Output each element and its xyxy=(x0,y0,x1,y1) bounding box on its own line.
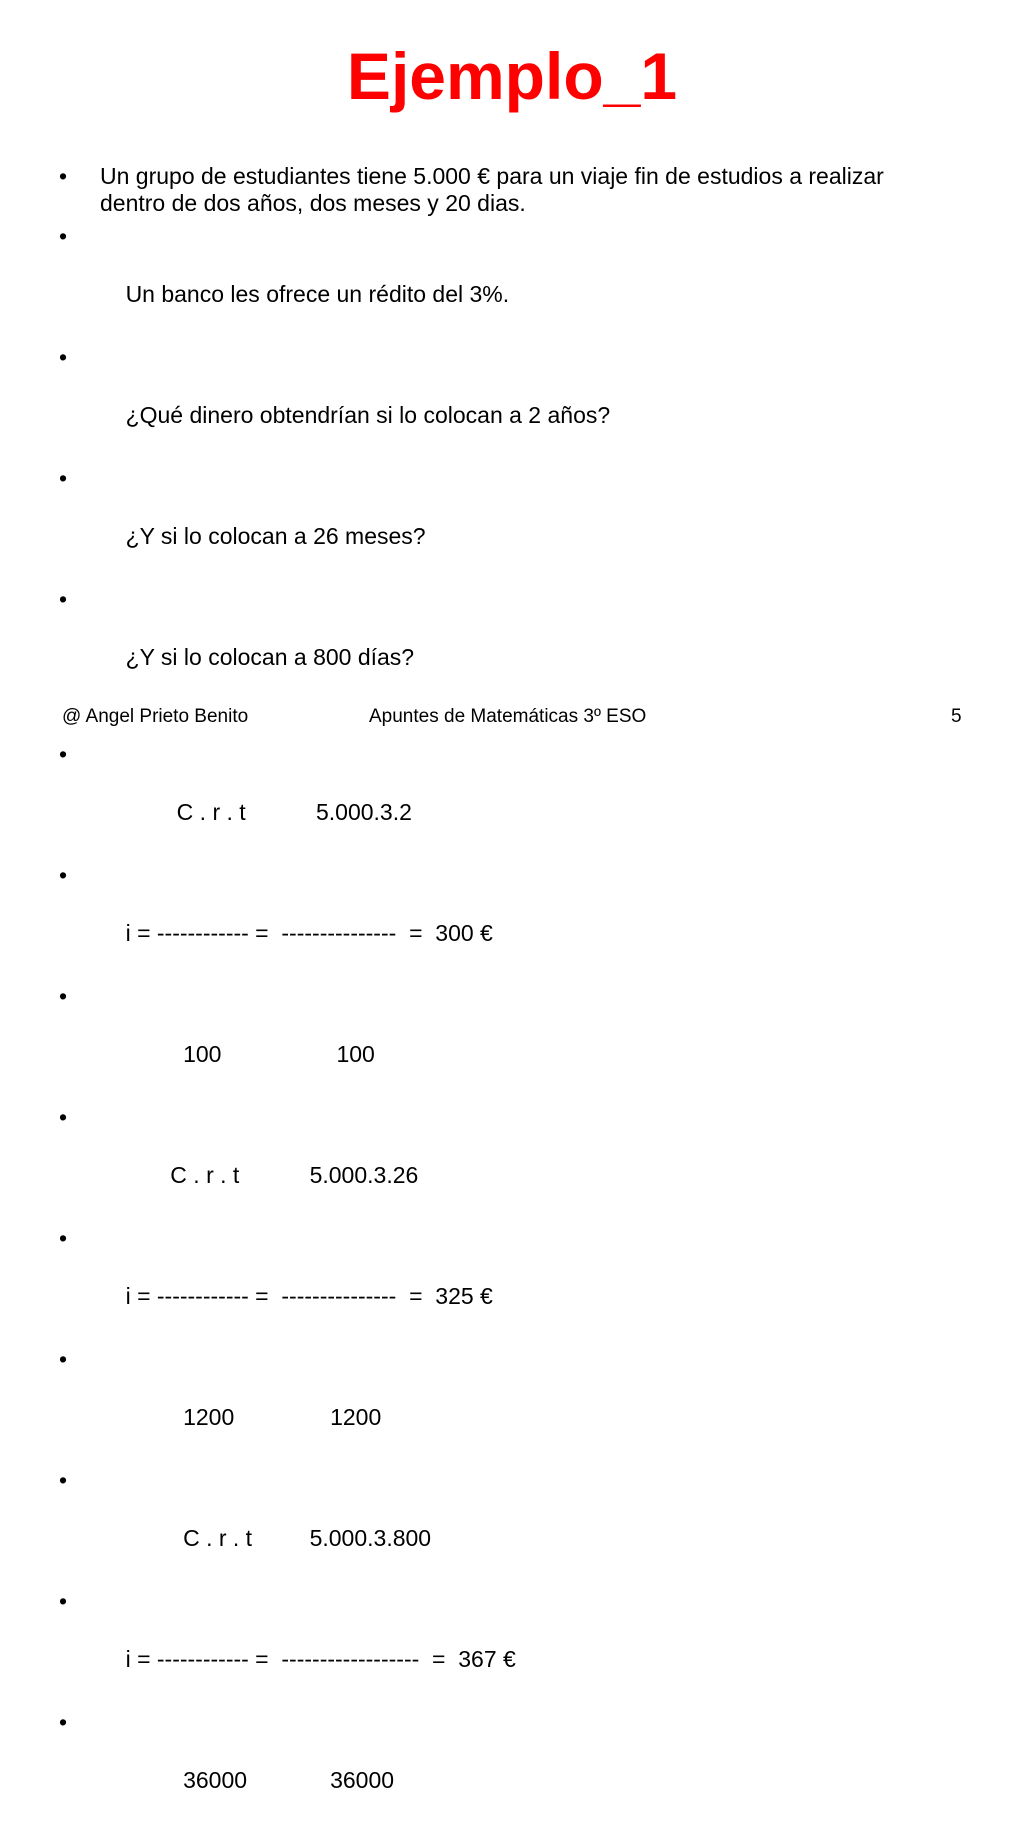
formula-text: i = ------------ = --------------- = 300 € xyxy=(125,920,493,946)
bullet-icon: • xyxy=(59,741,68,767)
formula-line-3 xyxy=(55,982,955,1098)
formula-line-6 xyxy=(55,1345,955,1461)
formula-line-9 xyxy=(55,1708,955,1824)
bullet-icon: • xyxy=(59,1709,68,1735)
bullet-text: Un grupo de estudiantes tiene 5.000 € para un viaje fin de estudios a realizar dentro de dos años, dos meses y 20 dias. xyxy=(100,163,884,216)
formula-text: i = ------------ = ------------------ = 367 € xyxy=(125,1646,516,1672)
bullet-icon: • xyxy=(59,223,68,249)
bullet-icon: • xyxy=(59,983,68,1009)
formula-text: 100 100 xyxy=(125,1041,375,1067)
bullet-icon: • xyxy=(59,1588,68,1614)
formula-line-7 xyxy=(55,1466,955,1582)
bullet-text: Un banco les ofrece un rédito del 3%. xyxy=(125,281,510,307)
formula-line-1 xyxy=(55,740,955,856)
bullet-question-800-days xyxy=(55,585,955,701)
formula-line-5 xyxy=(55,1224,955,1340)
slide-title: Ejemplo_1 xyxy=(346,39,678,113)
bullet-icon: • xyxy=(59,465,68,491)
bullet-text: ¿Y si lo colocan a 26 meses? xyxy=(125,523,426,549)
bullet-icon: • xyxy=(59,163,68,189)
footer-page-number: 5 xyxy=(951,706,962,727)
bullet-list xyxy=(55,163,955,1829)
bullet-icon: • xyxy=(59,344,68,370)
formula-text: i = ------------ = --------------- = 325 € xyxy=(125,1283,493,1309)
formula-text: C . r . t 5.000.3.2 xyxy=(125,799,412,825)
bullet-question-2-years xyxy=(55,343,955,459)
bullet-icon: • xyxy=(59,1346,68,1372)
bullet-question-26-months xyxy=(55,464,955,580)
formula-text: 1200 1200 xyxy=(125,1404,382,1430)
formula-text: C . r . t 5.000.3.26 xyxy=(125,1162,419,1188)
bullet-rate xyxy=(55,222,955,338)
bullet-icon: • xyxy=(59,1467,68,1493)
bullet-icon: • xyxy=(59,1104,68,1130)
formula-text: 36000 36000 xyxy=(125,1767,395,1793)
formula-line-8 xyxy=(55,1587,955,1703)
bullet-text: ¿Y si lo colocan a 800 días? xyxy=(125,644,415,670)
bullet-text: ¿Qué dinero obtendrían si lo colocan a 2 años? xyxy=(125,402,611,428)
footer-author: @ Angel Prieto Benito xyxy=(62,706,249,727)
footer-course-title: Apuntes de Matemáticas 3º ESO xyxy=(369,706,647,727)
formula-text: C . r . t 5.000.3.800 xyxy=(125,1525,432,1551)
formula-line-4 xyxy=(55,1103,955,1219)
bullet-problem-statement xyxy=(55,163,955,217)
bullet-icon: • xyxy=(59,1225,68,1251)
bullet-icon: • xyxy=(59,862,68,888)
bullet-icon: • xyxy=(59,586,68,612)
formula-line-2 xyxy=(55,861,955,977)
